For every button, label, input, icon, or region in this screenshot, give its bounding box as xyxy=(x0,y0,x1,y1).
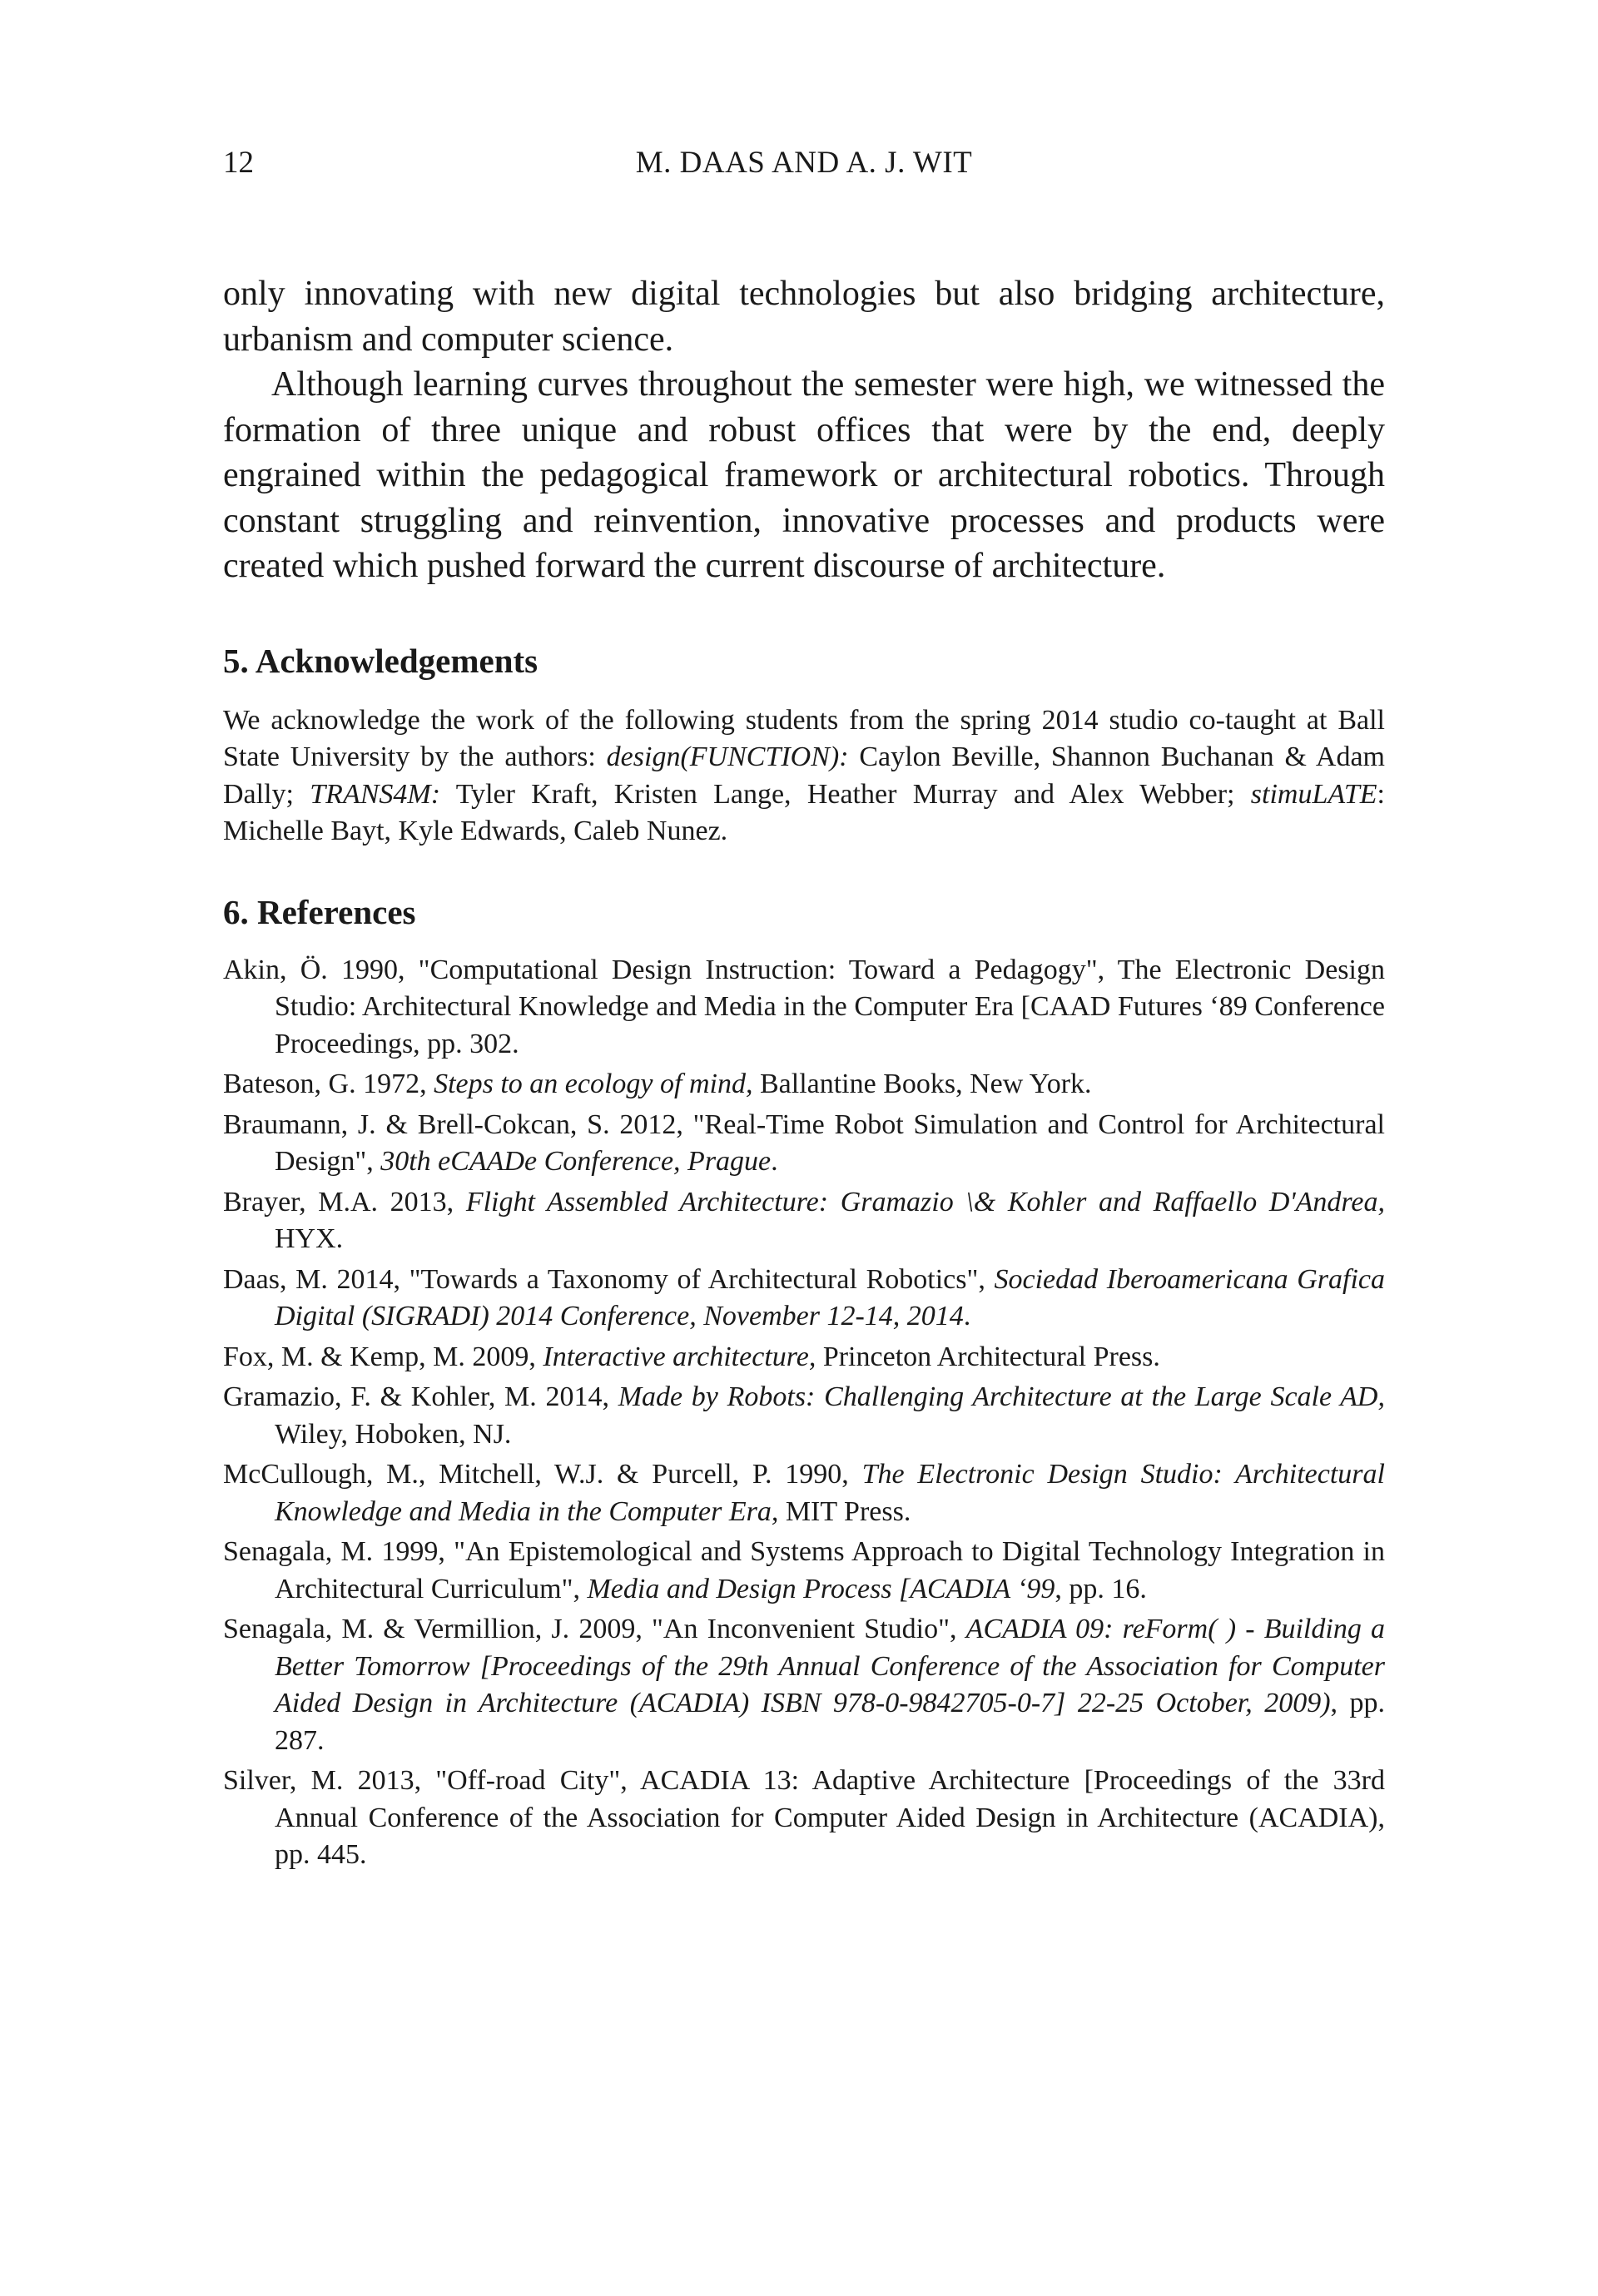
reference-item xyxy=(223,1534,1385,1608)
ref-italic: Steps to an ecology of mind, xyxy=(434,1069,753,1099)
studio-name: stimuLATE xyxy=(1250,778,1377,810)
reference-item xyxy=(223,1763,1385,1874)
ref-text: . xyxy=(963,1301,971,1331)
ref-italic: 30th eCAADe Conference, Prague xyxy=(380,1146,772,1177)
ack-text: Tyler Kraft, Kristen Lange, Heather Murray and Alex Webber; xyxy=(440,778,1251,810)
running-head xyxy=(223,143,1385,183)
studio-name: design(FUNCTION): xyxy=(606,741,849,772)
reference-item xyxy=(223,1456,1385,1530)
acknowledgements-text xyxy=(223,702,1385,850)
ref-text: Daas, M. 2014, "Towards a Taxonomy of Architectural Robotics", xyxy=(223,1263,995,1295)
ref-text: Wiley, Hoboken, NJ. xyxy=(275,1418,512,1450)
reference-item xyxy=(223,1184,1385,1258)
reference-item xyxy=(223,1107,1385,1181)
reference-item xyxy=(223,1339,1385,1376)
ref-italic: The Electronic Design Studio: Architectural Knowledge and Media in the Computer Era, xyxy=(275,1459,1385,1527)
reference-item xyxy=(223,1611,1385,1759)
studio-name: TRANS4M: xyxy=(310,778,441,810)
ref-text: , pp. 287. xyxy=(275,1688,1386,1756)
ack-text: Caylon Beville, Shannon Buchanan & Adam Dally; xyxy=(223,741,1385,810)
page-body xyxy=(223,271,1385,1877)
ref-text: Braumann, J. & Brell-Cokcan, S. 2012, "Real-Time Robot Simulation and Control for Architectural Design", xyxy=(223,1108,1385,1177)
page-number: 12 xyxy=(223,146,254,180)
ref-text: Princeton Architectural Press. xyxy=(816,1341,1160,1372)
ref-italic: Media and Design Process [ACADIA ‘99 xyxy=(587,1573,1055,1604)
acknowledgements-heading: 5. Acknowledgements xyxy=(223,641,538,680)
ref-text: Bateson, G. 1972, xyxy=(223,1069,434,1099)
ref-italic: ACADIA 09: reForm( ) - Building a Better Tomorrow [Proceedings of the 29th Annual Conference of the Association for Computer Aided Design in Architecture (ACADIA) ISBN 978-0-9842705-0-7] 22-25 October, 2009) xyxy=(275,1614,1386,1718)
ack-text: : Michelle Bayt, Kyle Edwards, Caleb Nunez. xyxy=(223,778,1385,846)
ref-text: Silver, M. 2013, "Off-road City", ACADIA 13: Adaptive Architecture [Proceedings of the 33rd Annual Conference of the Association for Computer Aided Design in Architecture (ACADIA), pp. 445. xyxy=(223,1765,1385,1870)
ref-text: Akin, Ö. 1990, "Computational Design Instruction: Toward a Pedagogy", The Electronic Design Studio: Architectural Knowledge and Media in the Computer Era [CAAD Futures ‘89 Conference Proceedings, pp. 302. xyxy=(223,954,1385,1059)
ref-text: Ballantine Books, New York. xyxy=(752,1069,1092,1099)
reference-item xyxy=(223,1262,1385,1336)
ref-text: MIT Press. xyxy=(778,1495,911,1527)
ref-text: Senagala, M. & Vermillion, J. 2009, "An Inconvenient Studio", xyxy=(223,1614,966,1644)
ref-text: McCullough, M., Mitchell, W.J. & Purcell, P. 1990, xyxy=(223,1459,862,1490)
references-heading: 6. References xyxy=(223,892,416,931)
running-title: M. DAAS AND A. J. WIT xyxy=(635,146,973,180)
reference-item xyxy=(223,952,1385,1064)
ref-italic: Made by Robots: Challenging Architecture at the Large Scale AD, xyxy=(618,1381,1385,1412)
reference-item xyxy=(223,1379,1385,1453)
ref-text: . xyxy=(771,1146,778,1177)
ref-italic: Sociedad Iberoamericana Grafica Digital (SIGRADI) 2014 Conference, November 12-14, 2014 xyxy=(275,1263,1385,1331)
ref-text: Fox, M. & Kemp, M. 2009, xyxy=(223,1341,543,1372)
ref-text: , pp. 16. xyxy=(1055,1573,1147,1604)
ref-text: HYX. xyxy=(275,1223,344,1254)
reference-item xyxy=(223,1066,1385,1103)
ref-text: Brayer, M.A. 2013, xyxy=(223,1186,466,1217)
ref-italic: Interactive architecture, xyxy=(543,1341,816,1372)
reference-list xyxy=(223,952,1385,1874)
ref-text: Gramazio, F. & Kohler, M. 2014, xyxy=(223,1381,618,1412)
body-paragraph: only innovating with new digital technologies but also bridging architecture, urbanism and computer science. xyxy=(223,275,1385,359)
ref-italic: Flight Assembled Architecture: Gramazio \& Kohler and Raffaello D'Andrea, xyxy=(465,1186,1385,1217)
body-paragraph: Although learning curves throughout the semester were high, we witnessed the formation of three unique and robust offices that were by the end, deeply engrained within the pedagogical framework or architectural robotics. Through constant struggling and reinvention, innovative processes and products were created which pushed forward the current discourse of architecture. xyxy=(223,365,1385,585)
ref-text: Senagala, M. 1999, "An Epistemological and Systems Approach to Digital Technology Integration in Architectural Curriculum", xyxy=(223,1536,1385,1604)
ack-text: We acknowledge the work of the following students from the spring 2014 studio co-taught at Ball State University by the authors: xyxy=(223,704,1385,772)
